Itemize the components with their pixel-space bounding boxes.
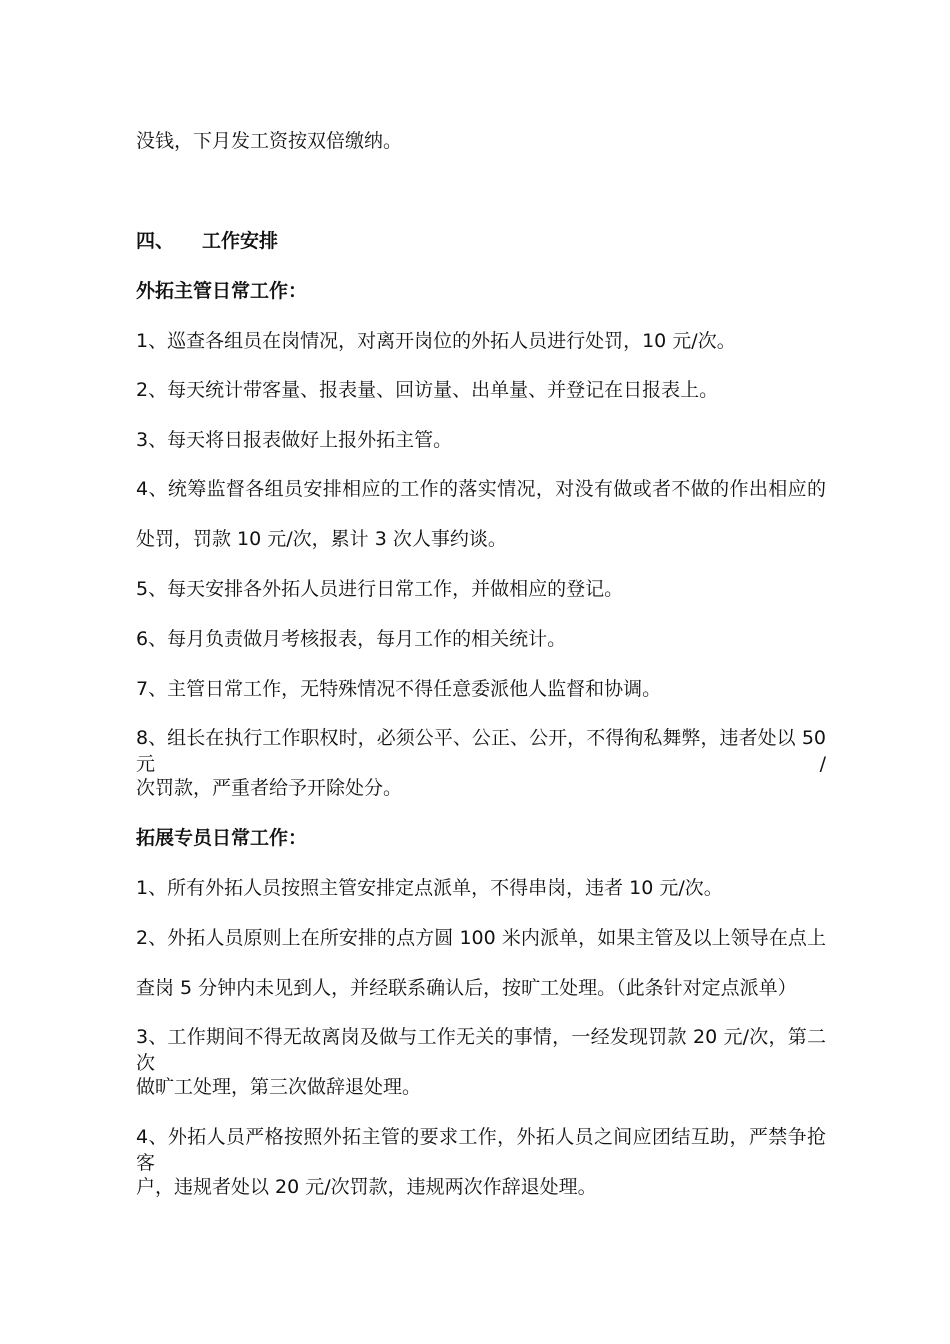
supervisor-item-2: 2、每天统计带客量、报表量、回访量、出单量、并登记在日报表上。	[136, 379, 719, 401]
section-title: 工作安排	[202, 230, 279, 252]
specialist-item-2-cont: 查岗 5 分钟内未见到人，并经联系确认后，按旷工处理。（此条针对定点派单）	[136, 977, 797, 999]
specialist-item-4-cont: 户，违规者处以 20 元/次罚款，违规两次作辞退处理。	[136, 1176, 597, 1198]
section-heading	[136, 228, 826, 254]
specialist-item-4: 4、外拓人员严格按照外拓主管的要求工作，外拓人员之间应团结互助，严禁争抢客	[136, 1126, 826, 1174]
supervisor-item-1: 1、巡查各组员在岗情况，对离开岗位的外拓人员进行处罚，10 元/次。	[136, 330, 736, 352]
supervisor-item-3: 3、每天将日报表做好上报外拓主管。	[136, 429, 453, 451]
specialist-item-1: 1、所有外拓人员按照主管安排定点派单，不得串岗，违者 10 元/次。	[136, 877, 723, 899]
supervisor-item-7: 7、主管日常工作，无特殊情况不得任意委派他人监督和协调。	[136, 678, 662, 700]
supervisor-item-4-cont: 处罚，罚款 10 元/次，累计 3 次人事约谈。	[136, 528, 507, 550]
section-number: 四、	[136, 230, 175, 252]
supervisor-heading: 外拓主管日常工作：	[136, 280, 308, 302]
supervisor-item-8: 8、组长在执行工作职权时，必须公平、公正、公开，不得徇私舞弊，违者处以 50 元/	[136, 727, 826, 775]
specialist-heading: 拓展专员日常工作：	[136, 827, 308, 849]
specialist-item-2: 2、外拓人员原则上在所安排的点方圆 100 米内派单，如果主管及以上领导在点上	[136, 927, 826, 949]
intro-tail-text: 没钱，下月发工资按双倍缴纳。	[136, 130, 403, 152]
specialist-item-3-cont: 做旷工处理，第三次做辞退处理。	[136, 1076, 422, 1098]
specialist-item-3: 3、工作期间不得无故离岗及做与工作无关的事情，一经发现罚款 20 元/次，第二次	[136, 1026, 826, 1074]
supervisor-item-8-cont: 次罚款，严重者给予开除处分。	[136, 777, 403, 799]
supervisor-item-5: 5、每天安排各外拓人员进行日常工作，并做相应的登记。	[136, 578, 624, 600]
supervisor-item-6: 6、每月负责做月考核报表，每月工作的相关统计。	[136, 628, 567, 650]
supervisor-item-4: 4、统筹监督各组员安排相应的工作的落实情况，对没有做或者不做的作出相应的	[136, 478, 826, 500]
